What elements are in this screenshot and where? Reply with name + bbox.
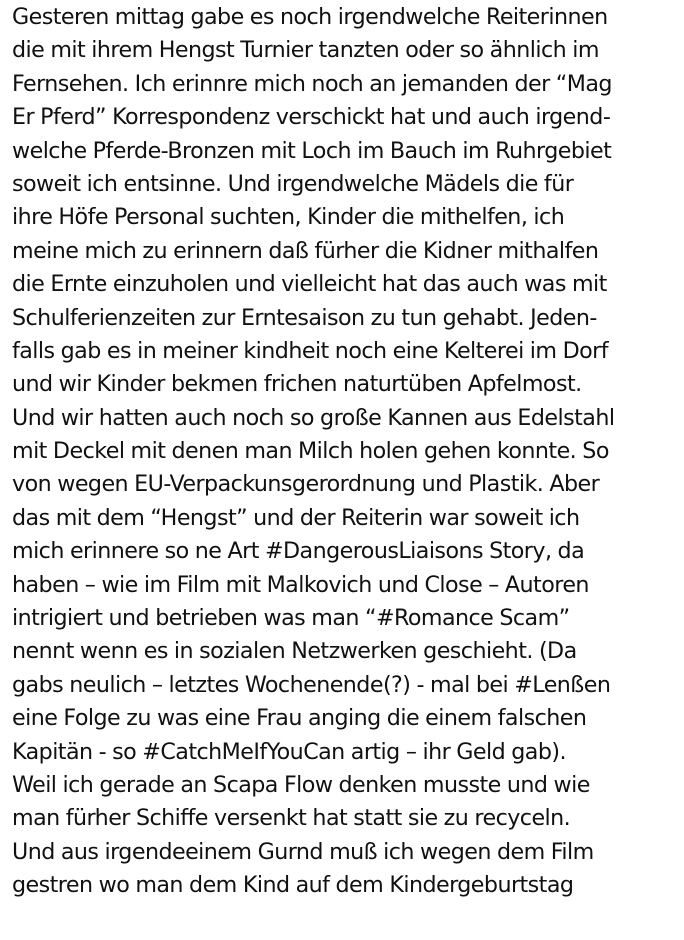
text-line-7: ihre Höfe Personal suchten, Kinder die mithelfen, ich xyxy=(12,204,565,231)
text-line-5: welche Pferde-Bronzen mit Loch im Bauch im Ruhrgebiet xyxy=(12,137,612,164)
text-line-20: nennt wenn es in sozialen Netzwerken geschieht. (Da xyxy=(12,638,577,665)
text-line-27: gestren wo man dem Kind auf dem Kindergeburtstag xyxy=(12,872,574,899)
text-line-14: mit Deckel mit denen man Milch holen gehen konnte. So xyxy=(12,438,609,465)
text-line-12: und wir Kinder bekmen frichen naturtüben Apfelmost. xyxy=(12,371,582,398)
text-line-15: von wegen EU-Verpackunsgerordnung und Plastik. Aber xyxy=(12,471,600,498)
text-line-13: Und wir hatten auch noch so große Kannen aus Edelstahl xyxy=(12,404,615,431)
text-line-24: Weil ich gerade an Scapa Flow denken musste und wie xyxy=(12,771,590,798)
text-line-17: mich erinnere so ne Art #DangerousLiaisons Story, da xyxy=(12,538,585,565)
text-line-11: falls gab es in meiner kindheit noch eine Kelterei im Dorf xyxy=(12,337,608,364)
document-text-block xyxy=(12,1,684,903)
text-line-26: Und aus irgendeeinem Gurnd muß ich wegen dem Film xyxy=(12,838,594,865)
text-line-8: meine mich zu erinnern daß fürher die Kidner mithalfen xyxy=(12,237,599,264)
text-line-6: soweit ich entsinne. Und irgendwelche Mädels die für xyxy=(12,170,574,197)
text-line-2: die mit ihrem Hengst Turnier tanzten oder so ähnlich im xyxy=(12,37,599,64)
text-line-18: haben – wie im Film mit Malkovich und Close – Autoren xyxy=(12,571,589,598)
text-line-22: eine Folge zu was eine Frau anging die einem falschen xyxy=(12,705,587,732)
text-line-1: Gesteren mittag gabe es noch irgendwelche Reiterinnen xyxy=(12,4,608,30)
text-line-19: intrigiert und betrieben was man “#Romance Scam” xyxy=(12,605,570,632)
text-line-4: Er Pferd” Korrespondenz verschickt hat und auch irgend- xyxy=(12,104,611,131)
text-line-21: gabs neulich – letztes Wochenende(?) - mal bei #Lenßen xyxy=(12,671,611,698)
text-line-9: die Ernte einzuholen und vielleicht hat das auch was mit xyxy=(12,271,607,298)
text-line-25: man fürher Schiffe versenkt hat statt sie zu recyceln. xyxy=(12,805,571,832)
text-line-3: Fernsehen. Ich erinnre mich noch an jemanden der “Mag xyxy=(12,70,612,97)
text-line-16: das mit dem “Hengst” und der Reiterin war soweit ich xyxy=(12,504,580,531)
text-line-23: Kapitän - so #CatchMeIfYouCan artig – ihr Geld gab). xyxy=(12,738,566,765)
text-line-10: Schulferienzeiten zur Erntesaison zu tun gehabt. Jeden- xyxy=(12,304,597,331)
